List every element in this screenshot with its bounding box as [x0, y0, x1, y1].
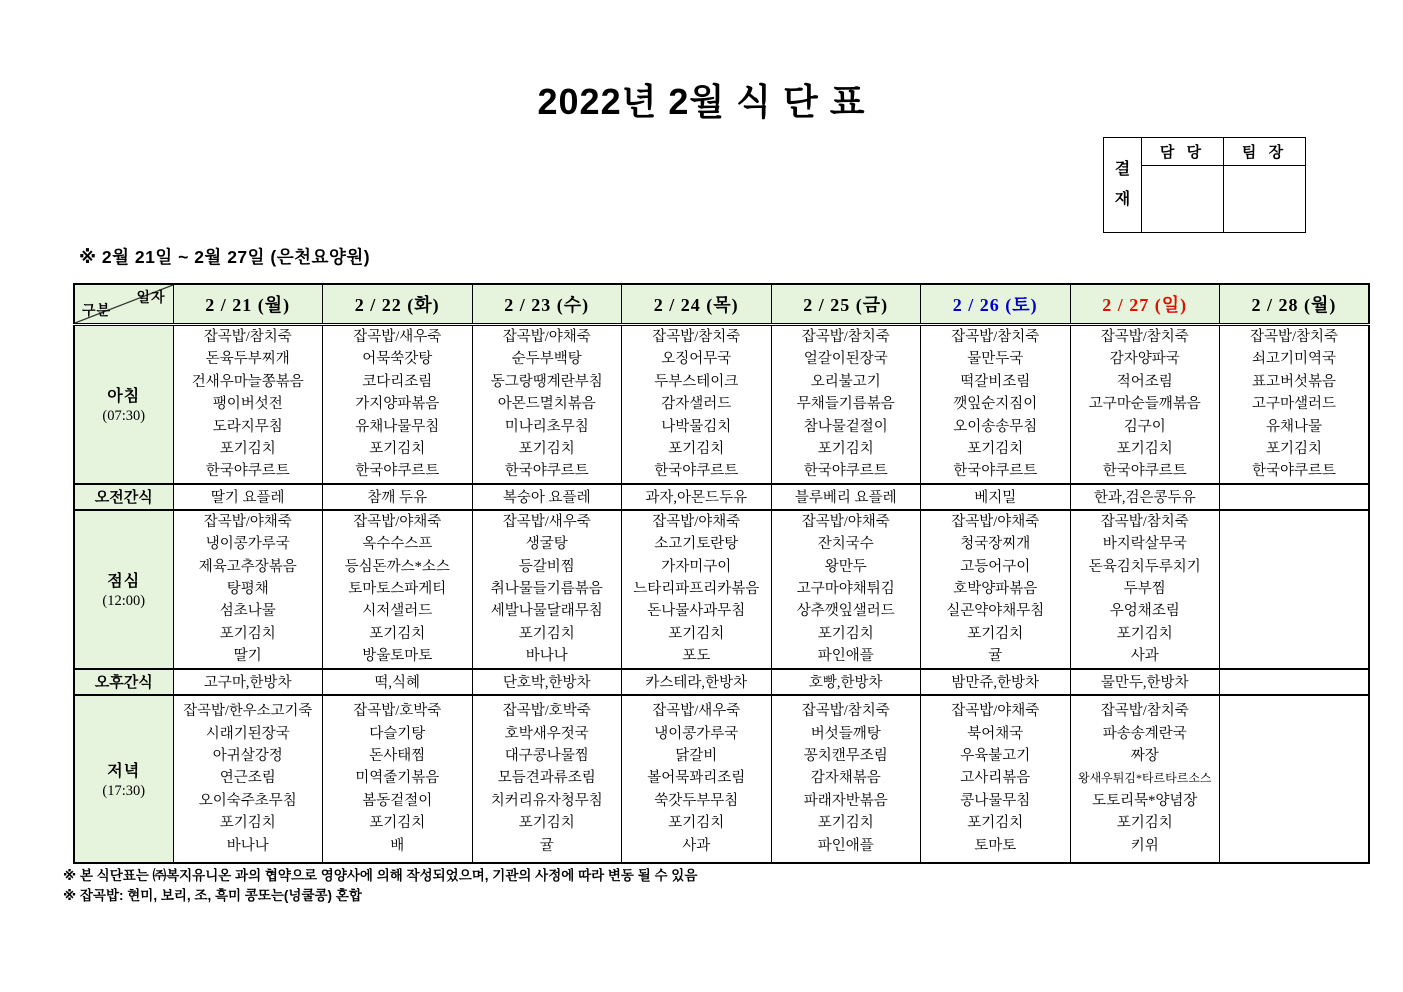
meal-cell	[1070, 325, 1220, 484]
menu-item: 동그랑땡계란부침	[490, 373, 603, 390]
menu-item: 오징어무국	[661, 351, 732, 368]
menu-item: 유채나물무침	[355, 418, 440, 435]
meal-cell	[921, 325, 1071, 484]
menu-item: 잡곡밥/새우죽	[353, 329, 442, 345]
meal-cell	[173, 510, 323, 669]
menu-item: 콩나물무침	[960, 792, 1031, 809]
menu-item: 미역줄기볶음	[355, 770, 440, 787]
menu-item: 포기김치	[817, 815, 874, 832]
menu-item: 시래기된장국	[205, 725, 290, 742]
menu-item: 오리불고기	[810, 373, 881, 390]
menu-item: 잡곡밥/야채죽	[951, 513, 1040, 530]
menu-item: 포기김치	[219, 625, 276, 642]
snack-row	[74, 669, 1369, 695]
menu-item: 호박양파볶음	[953, 581, 1038, 598]
menu-item: 돈사태찜	[369, 748, 426, 765]
menu-item: 배	[390, 837, 405, 854]
menu-item: 팽이버섯전	[212, 396, 283, 413]
menu-item: 고사리볶음	[960, 770, 1031, 787]
menu-item: 아몬드멸치볶음	[497, 396, 596, 413]
menu-item: 건새우마늘쫑볶음	[191, 373, 304, 390]
menu-item: 잡곡밥/야채죽	[203, 513, 292, 530]
menu-item: 참나물겉절이	[803, 418, 888, 435]
menu-item: 왕만두	[824, 558, 867, 575]
menu-item: 도토리묵*양념장	[1092, 792, 1198, 809]
menu-item: 잡곡밥/참치죽	[801, 329, 890, 345]
approval-signature-cell	[1224, 166, 1306, 233]
row-label-text: 저녁	[107, 762, 141, 780]
snack-cell	[1220, 669, 1370, 695]
menu-item: 포기김치	[369, 441, 426, 458]
menu-item: 도라지무침	[212, 418, 283, 435]
menu-item: 상추깻잎샐러드	[796, 603, 895, 620]
row-label-text: 오후간식	[94, 675, 153, 692]
snack-cell	[1220, 484, 1370, 510]
menu-item: 잡곡밥/참치죽	[652, 329, 741, 345]
menu-item: 우엉채조림	[1109, 603, 1180, 620]
meal-cell	[472, 510, 622, 669]
menu-item: 두부스테이크	[654, 373, 739, 390]
menu-item: 파인애플	[817, 648, 874, 665]
menu-item: 포기김치	[518, 625, 575, 642]
snack-cell: 복숭아 요플레	[472, 484, 622, 510]
menu-item: 잡곡밥/야채죽	[951, 703, 1040, 720]
menu-item: 포기김치	[219, 441, 276, 458]
menu-item: 감자채볶음	[810, 770, 881, 787]
menu-table	[73, 283, 1370, 864]
menu-item: 사과	[1130, 648, 1159, 665]
menu-item: 잡곡밥/참치죽	[1100, 513, 1189, 530]
menu-item: 잡곡밥/야채죽	[801, 513, 890, 530]
menu-item: 고등어구이	[960, 558, 1031, 575]
menu-item: 돈나물사과무침	[647, 603, 746, 620]
menu-item: 포기김치	[369, 815, 426, 832]
menu-item: 코다리조림	[362, 373, 433, 390]
meal-cell	[323, 510, 473, 669]
menu-item: 봄동겉절이	[362, 792, 433, 809]
menu-item: 옥수수스프	[362, 536, 433, 553]
menu-item: 포기김치	[668, 625, 725, 642]
menu-item: 포기김치	[1116, 625, 1173, 642]
day-header: 2 / 22 (화)	[323, 284, 473, 325]
snack-row	[74, 484, 1369, 510]
footnote-line: ※ 본 식단표는 ㈜복지유니온 과의 협약으로 영양사에 의해 작성되었으며, 기관의 사정에 따라 변동 될 수 있음	[63, 868, 698, 883]
menu-item: 한국야쿠르트	[654, 463, 739, 480]
menu-item: 잡곡밥/야채죽	[652, 513, 741, 530]
meal-cell	[771, 695, 921, 863]
menu-item: 깻잎순지짐이	[953, 396, 1038, 413]
row-label-meal	[74, 510, 173, 669]
meal-cell	[921, 510, 1071, 669]
meal-cell	[323, 325, 473, 484]
menu-item: 감자샐러드	[661, 396, 732, 413]
page-title: 2022년 2월 식 단 표	[537, 81, 866, 122]
menu-item: 포도	[682, 648, 711, 665]
snack-cell: 단호박,한방차	[472, 669, 622, 695]
menu-item: 물만두국	[967, 351, 1024, 368]
menu-item: 아귀살강정	[212, 748, 283, 765]
menu-item: 닭갈비	[675, 748, 718, 765]
menu-item: 무채들기름볶음	[796, 396, 895, 413]
row-label-text: 점심	[107, 573, 141, 591]
menu-item: 키위	[1130, 837, 1159, 854]
meal-cell	[771, 325, 921, 484]
menu-item: 가자미구이	[661, 558, 732, 575]
row-label-snack	[74, 669, 173, 695]
menu-item: 호박새우젓국	[504, 725, 589, 742]
menu-item: 파송송계란국	[1102, 725, 1187, 742]
menu-item: 제육고추장볶음	[198, 558, 297, 575]
menu-item: 느타리파프리카볶음	[633, 581, 760, 598]
snack-cell: 밤만쥬,한방차	[921, 669, 1071, 695]
snack-cell: 호빵,한방차	[771, 669, 921, 695]
header-row	[74, 284, 1369, 325]
menu-item: 소고기토란탕	[654, 536, 739, 553]
menu-item: 포기김치	[967, 815, 1024, 832]
menu-item: 적어조림	[1116, 373, 1173, 390]
menu-item: 한국야쿠르트	[803, 463, 888, 480]
menu-item: 한국야쿠르트	[355, 463, 440, 480]
menu-item: 치커리유자청무침	[490, 792, 603, 809]
meal-row	[74, 695, 1369, 863]
meal-cell	[622, 510, 772, 669]
menu-item: 탕평채	[226, 581, 269, 598]
menu-item: 잡곡밥/야채죽	[502, 329, 591, 345]
menu-item: 등심돈까스*소스	[344, 558, 450, 575]
meal-cell	[173, 325, 323, 484]
menu-item: 포기김치	[1116, 441, 1173, 458]
meal-cell	[472, 325, 622, 484]
menu-table-head	[74, 284, 1369, 325]
menu-item: 토마토스파게티	[348, 581, 447, 598]
menu-item: 순두부백탕	[511, 351, 582, 368]
corner-top-label: 일자	[136, 291, 166, 306]
snack-cell: 과자,아몬드두유	[622, 484, 772, 510]
snack-cell: 딸기 요플레	[173, 484, 323, 510]
menu-item: 잔치국수	[817, 536, 874, 553]
menu-item: 돈육김치두루치기	[1088, 558, 1201, 575]
meal-cell	[1070, 695, 1220, 863]
menu-item: 김구이	[1123, 418, 1166, 435]
menu-item: 포기김치	[1265, 441, 1323, 458]
menu-item: 고구마샐러드	[1251, 396, 1337, 413]
approval-stamp-text: 결재	[1114, 160, 1131, 208]
snack-cell: 한과,검은콩두유	[1070, 484, 1220, 510]
menu-item: 표고버섯볶음	[1251, 373, 1337, 390]
menu-item: 감자양파국	[1109, 351, 1180, 368]
row-label-text: 오전간식	[94, 490, 153, 507]
snack-cell: 떡,식혜	[323, 669, 473, 695]
menu-item: 다슬기탕	[369, 725, 426, 742]
meal-cell	[323, 695, 473, 863]
menu-item: 파래자반볶음	[803, 792, 888, 809]
footnotes	[63, 866, 697, 906]
meal-cell	[622, 325, 772, 484]
row-time-text: (12:00)	[102, 593, 146, 610]
menu-item: 잡곡밥/한우소고기죽	[183, 703, 313, 720]
menu-item: 볼어묵꽈리조림	[647, 770, 746, 787]
menu-item: 취나물들기름볶음	[490, 581, 603, 598]
menu-item: 귤	[988, 648, 1003, 665]
menu-item: 포기김치	[369, 625, 426, 642]
approval-role-teamlead: 팀 장	[1224, 138, 1306, 166]
snack-cell: 카스테라,한방차	[622, 669, 772, 695]
menu-item: 잡곡밥/새우죽	[652, 703, 741, 720]
menu-item: 포기김치	[668, 815, 725, 832]
menu-item: 포기김치	[817, 441, 874, 458]
menu-item: 섬초나물	[219, 603, 276, 620]
approval-signature-cell	[1142, 166, 1224, 233]
snack-cell: 참깨 두유	[323, 484, 473, 510]
meal-cell	[1220, 325, 1370, 484]
menu-table-body	[74, 325, 1369, 863]
meal-cell	[921, 695, 1071, 863]
meal-cell	[1070, 510, 1220, 669]
menu-item: 잡곡밥/참치죽	[801, 703, 890, 720]
snack-cell: 물만두,한방차	[1070, 669, 1220, 695]
menu-item: 포기김치	[967, 441, 1024, 458]
menu-item: 등갈비찜	[518, 558, 575, 575]
meal-cell	[472, 695, 622, 863]
menu-item: 우육불고기	[960, 748, 1031, 765]
menu-item: 귤	[539, 837, 554, 854]
menu-item: 냉이콩가루국	[205, 536, 290, 553]
menu-item: 포기김치	[817, 625, 874, 642]
menu-item: 생굴탕	[525, 536, 568, 553]
menu-item: 대구콩나물찜	[504, 748, 589, 765]
approval-stamp-label	[1104, 138, 1142, 233]
menu-item: 한국야쿠르트	[504, 463, 589, 480]
meal-row	[74, 510, 1369, 669]
day-header: 2 / 24 (목)	[622, 284, 772, 325]
menu-item: 잡곡밥/참치죽	[1100, 329, 1189, 345]
meal-row	[74, 325, 1369, 484]
meal-cell	[1220, 510, 1370, 669]
menu-item: 잡곡밥/참치죽	[951, 329, 1040, 345]
menu-item: 한국야쿠르트	[953, 463, 1038, 480]
meal-cell	[173, 695, 323, 863]
row-label-meal	[74, 325, 173, 484]
menu-item: 모듬견과류조림	[497, 770, 596, 787]
menu-item: 한국야쿠르트	[205, 463, 290, 480]
menu-item: 바나나	[226, 837, 269, 854]
menu-item: 포기김치	[518, 441, 575, 458]
menu-item: 유채나물	[1265, 418, 1323, 435]
menu-item: 짜장	[1130, 748, 1159, 765]
day-header: 2 / 23 (수)	[472, 284, 622, 325]
menu-item: 오이숙주초무침	[198, 792, 297, 809]
row-time-text: (17:30)	[102, 782, 146, 799]
menu-item: 잡곡밥/참치죽	[1100, 703, 1189, 720]
menu-item: 포기김치	[219, 815, 276, 832]
menu-item: 한국야쿠르트	[1251, 463, 1337, 480]
menu-item: 잡곡밥/야채죽	[353, 513, 442, 530]
snack-cell: 고구마,한방차	[173, 669, 323, 695]
menu-item: 사과	[682, 837, 711, 854]
meal-cell	[1220, 695, 1370, 863]
menu-item: 포기김치	[518, 815, 575, 832]
menu-item: 실곤약야채무침	[946, 603, 1045, 620]
menu-item: 딸기	[233, 648, 262, 665]
menu-item: 잡곡밥/참치죽	[203, 329, 292, 345]
menu-item: 돈육두부찌개	[205, 351, 290, 368]
day-header: 2 / 28 (월)	[1220, 284, 1370, 325]
meal-cell	[622, 695, 772, 863]
menu-item: 토마토	[974, 837, 1017, 854]
menu-item: 잡곡밥/호박죽	[502, 703, 591, 720]
menu-item: 가지양파볶음	[355, 396, 440, 413]
day-header: 2 / 25 (금)	[771, 284, 921, 325]
menu-item: 바지락살무국	[1102, 536, 1187, 553]
menu-item: 방울토마토	[362, 648, 433, 665]
menu-item: 나박물김치	[661, 418, 732, 435]
menu-item: 쑥갓두부무침	[654, 792, 739, 809]
menu-item: 포기김치	[967, 625, 1024, 642]
day-header: 2 / 27 (일)	[1070, 284, 1220, 325]
menu-item: 오이송송무침	[953, 418, 1038, 435]
footnote-line: ※ 잡곡밥: 현미, 보리, 조, 흑미 콩또는(넝쿨콩) 혼합	[63, 888, 362, 903]
row-label-meal	[74, 695, 173, 863]
day-header: 2 / 26 (토)	[921, 284, 1071, 325]
menu-item: 연근조림	[219, 770, 276, 787]
approval-role-manager: 담 당	[1142, 138, 1224, 166]
menu-item: 두부찜	[1123, 581, 1166, 598]
corner-bottom-label: 구분	[82, 304, 112, 319]
row-label-text: 아침	[107, 388, 141, 406]
row-time-text: (07:30)	[102, 408, 146, 425]
menu-item: 세발나물달래무침	[490, 603, 603, 620]
menu-item: 잡곡밥/참치죽	[1249, 329, 1339, 345]
snack-cell: 블루베리 요플레	[771, 484, 921, 510]
menu-item: 왕새우튀김*타르타르소스	[1077, 771, 1212, 786]
snack-cell: 베지밀	[921, 484, 1071, 510]
menu-item: 파인애플	[817, 837, 874, 854]
corner-cell	[74, 284, 173, 325]
menu-item: 어묵쑥갓탕	[362, 351, 433, 368]
menu-item: 잡곡밥/호박죽	[353, 703, 442, 720]
menu-item: 버섯들깨탕	[810, 725, 881, 742]
menu-item: 잡곡밥/새우죽	[502, 513, 591, 530]
approval-box	[1103, 137, 1306, 233]
week-range-subtitle: ※ 2월 21일 ~ 2월 27일 (은천요양원)	[79, 247, 371, 267]
menu-item: 냉이콩가루국	[654, 725, 739, 742]
menu-item: 바나나	[525, 648, 568, 665]
menu-item: 북어채국	[967, 725, 1024, 742]
menu-item: 포기김치	[1116, 815, 1173, 832]
menu-item: 꽁치캔무조림	[803, 748, 888, 765]
meal-cell	[771, 510, 921, 669]
row-label-snack	[74, 484, 173, 510]
menu-item: 얼갈이된장국	[803, 351, 888, 368]
menu-item: 떡갈비조림	[960, 373, 1031, 390]
menu-item: 청국장찌개	[960, 536, 1031, 553]
menu-item: 쇠고기미역국	[1251, 351, 1337, 368]
menu-item: 시저샐러드	[362, 603, 433, 620]
menu-item: 고구마순들깨볶음	[1088, 396, 1201, 413]
day-header: 2 / 21 (월)	[173, 284, 323, 325]
menu-item: 한국야쿠르트	[1102, 463, 1187, 480]
menu-item: 포기김치	[668, 441, 725, 458]
menu-item: 미나리초무침	[504, 418, 589, 435]
menu-item: 고구마야채튀김	[796, 581, 895, 598]
